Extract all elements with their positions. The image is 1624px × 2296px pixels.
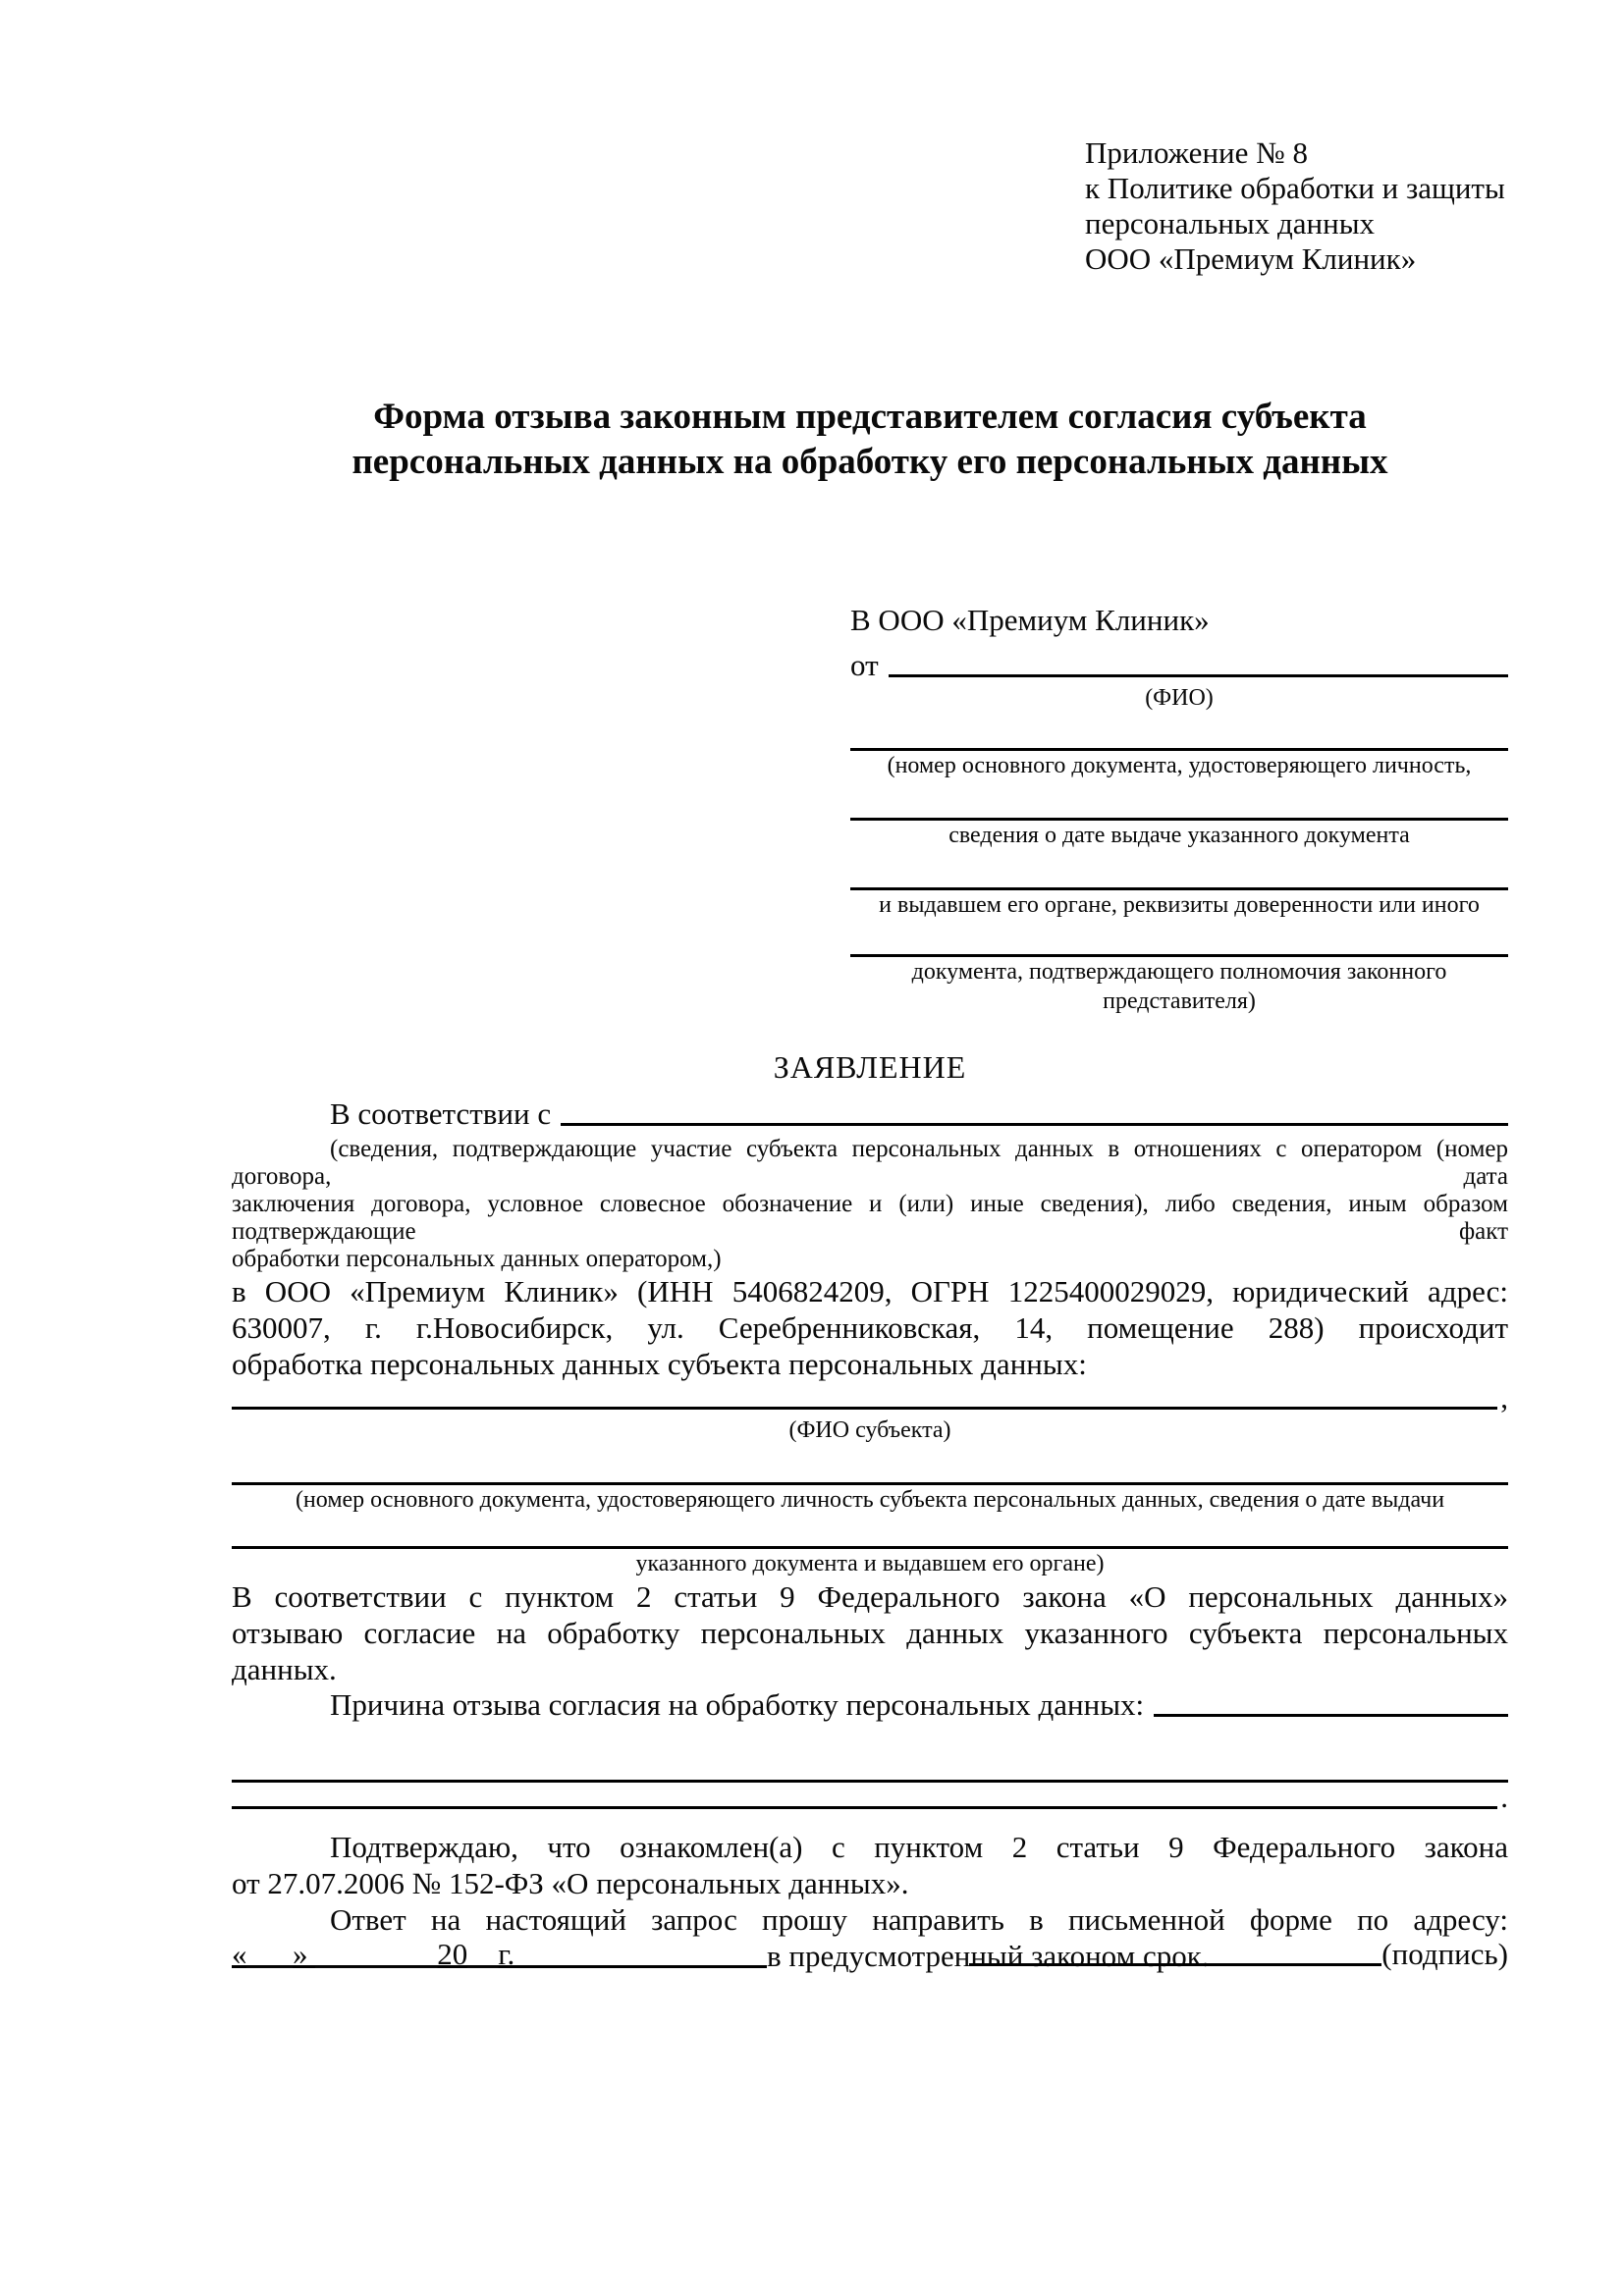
blank-caption: документа, подтверждающего полномочия законного представителя)	[911, 959, 1447, 1014]
document-title-line: персональных данных на обработку его персональных данных	[352, 442, 1388, 482]
header-note-line: ООО «Премиум Клиник»	[1085, 241, 1417, 276]
response-line: Ответ на настоящий запрос прошу направить в письменной форме по адресу:	[330, 1902, 1508, 1937]
header-note-line: персональных данных	[1085, 206, 1376, 240]
withdrawal-paragraph-line: данных.	[232, 1652, 337, 1686]
addressee-block	[850, 601, 1508, 1016]
statement-heading: ЗАЯВЛЕНИЕ	[773, 1049, 967, 1085]
blank-line	[232, 1723, 1508, 1783]
operator-paragraph-line: 630007, г. г.Новосибирск, ул. Серебренниковская, 14, помещение 288) происходит	[232, 1310, 1508, 1345]
blank-line	[850, 850, 1508, 890]
reason-blank-row	[232, 1780, 1508, 1815]
blank-line	[232, 1806, 1497, 1809]
withdrawal-paragraph-line: отзываю согласие на обработку персональных данных указанного субъекта персональных	[232, 1616, 1508, 1650]
subject-fio-caption: (ФИО субъекта)	[788, 1417, 951, 1443]
header-note-line: к Политике обработки и защиты	[1085, 171, 1505, 205]
from-label: от	[850, 648, 879, 682]
signature-line	[969, 1963, 1381, 1966]
header-note	[1085, 135, 1508, 277]
document-title-line: Форма отзыва законным представителем согласия субъекта	[373, 397, 1367, 437]
blank-line	[232, 1445, 1508, 1485]
in-accordance-row	[232, 1095, 1508, 1132]
fineprint-line: (сведения, подтверждающие участие субъекта персональных данных в отношениях с оператором (номер договора, дата	[232, 1136, 1508, 1190]
date-blank-line: «___» ________20__г.	[232, 1937, 515, 1971]
withdrawal-paragraph-line: В соответствии с пунктом 2 статьи 9 Федерального закона «О персональных данных»	[232, 1579, 1508, 1614]
subject-fio-comma: ,	[1500, 1380, 1508, 1415]
footer-row	[232, 1936, 1508, 1973]
blank-caption: (номер основного документа, удостоверяющего личность,	[887, 753, 1472, 778]
fio-blank-line	[889, 674, 1508, 677]
confirmation-line: Подтверждаю, что ознакомлен(а) с пунктом 2 статьи 9 Федерального закона	[330, 1830, 1508, 1864]
blank-line	[561, 1123, 1508, 1126]
fio-caption: (ФИО)	[1145, 685, 1214, 711]
subject-fio-row	[232, 1382, 1508, 1415]
operator-paragraph-line: обработка персональных данных субъекта персональных данных:	[232, 1347, 1087, 1381]
statement-body	[232, 1095, 1508, 1974]
blank-caption: и выдавшем его органе, реквизиты доверенности или иного	[879, 892, 1480, 918]
blank-line	[232, 1515, 1508, 1549]
fineprint-line: заключения договора, условное словесное обозначение и (или) иные сведения), либо сведения, иным образом подтверждающие факт	[232, 1191, 1508, 1245]
operator-paragraph-line: в ООО «Премиум Клиник» (ИНН 5406824209, ОГРН 1225400029029, юридический адрес:	[232, 1274, 1508, 1308]
fineprint-line: обработки персональных данных оператором,)	[232, 1246, 722, 1272]
period-mark: .	[1500, 1780, 1508, 1814]
blank-line	[1154, 1714, 1508, 1717]
subject-doc-caption: (номер основного документа, удостоверяющего личность субъекта персональных данных, сведения о дате выдачи	[295, 1487, 1445, 1513]
confirmation-line: от 27.07.2006 № 152-ФЗ «О персональных данных».	[232, 1866, 909, 1900]
blank-line	[850, 920, 1508, 957]
fineprint-note	[232, 1136, 1508, 1273]
document-content	[232, 135, 1508, 1974]
addressee-to: В ООО «Премиум Клиник»	[850, 603, 1210, 637]
signature-block	[969, 1936, 1508, 1973]
blank-line	[232, 1407, 1497, 1410]
document-title	[232, 395, 1508, 485]
operator-paragraph	[232, 1273, 1508, 1382]
subject-doc-caption: указанного документа и выдавшем его органе)	[635, 1551, 1105, 1576]
addressee-from-row	[850, 640, 1508, 683]
signature-caption: (подпись)	[1381, 1937, 1508, 1971]
blank-line	[850, 713, 1508, 751]
blank-line	[850, 780, 1508, 821]
withdrawal-paragraph	[232, 1578, 1508, 1687]
in-accordance-label: В соответствии с	[330, 1096, 552, 1131]
reason-label: Причина отзыва согласия на обработку персональных данных:	[330, 1687, 1145, 1722]
blank-caption: сведения о дате выдаче указанного документа	[948, 823, 1410, 848]
response-tail: в предусмотренный законом срок.	[767, 1939, 1210, 1973]
header-note-line: Приложение № 8	[1085, 135, 1308, 170]
confirmation-paragraph	[232, 1829, 1508, 1901]
reason-row	[232, 1687, 1508, 1723]
